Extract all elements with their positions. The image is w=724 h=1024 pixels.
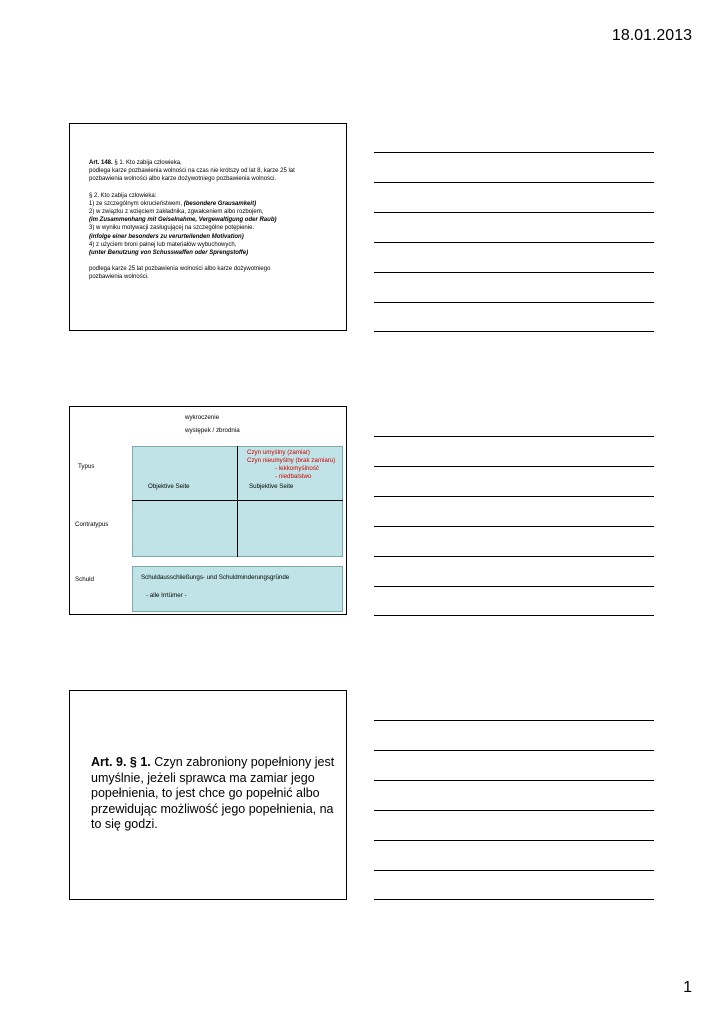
red-annotation-4: - niedbalstwo (275, 473, 312, 480)
item-3: 3) w wyniku motywacji zasługującej na szczególne potępienie. (89, 225, 255, 232)
note-line (374, 436, 654, 437)
para3-line-a: podlega karze 25 lat pozbawienia wolności albo karze dożywotniego (89, 266, 271, 273)
note-line (374, 556, 654, 557)
note-line (374, 810, 654, 811)
red-annotation-1: Czyn umyślny (zamiar) (247, 449, 310, 456)
note-line (374, 182, 654, 183)
schuld-text-1: Schuldausschließungs- und Schuldminderungsgründe (141, 574, 290, 581)
grid-horizontal-divider (132, 500, 343, 501)
note-line (374, 302, 654, 303)
note-line (374, 750, 654, 751)
grid-vertical-divider (237, 446, 238, 557)
art-148-label: Art. 148. (89, 160, 113, 166)
note-line (374, 272, 654, 273)
row-label-typus: Typus (78, 463, 95, 470)
para3-line-b: pozbawienia wolności. (89, 274, 149, 281)
art-9-paragraph (91, 755, 337, 833)
item-1-de: (besondere Grausamkeit) (183, 200, 257, 207)
para1-line-c: pozbawienia wolności albo karze dożywotniego pozbawienia wolności. (89, 176, 277, 183)
note-line (374, 870, 654, 871)
slide-1-thumbnail (69, 123, 347, 331)
note-line (374, 212, 654, 213)
slide-3-thumbnail (69, 690, 347, 900)
objective-side-label: Objektive Seite (148, 483, 190, 490)
note-line (374, 780, 654, 781)
item-2: 2) w związku z wzięciem zakładnika, zgwałceniem albo rozbojem, (89, 209, 264, 216)
label-wystepek: występek / zbrodnia (185, 427, 240, 434)
note-line (374, 615, 654, 616)
label-wykroczenie: wykroczenie (185, 414, 220, 421)
row-label-schuld: Schuld (75, 576, 94, 583)
item-2-de: (im Zusammenhang mit Geiselnahme, Vergewaltigung oder Raub) (89, 217, 277, 224)
schuld-text-2: - alle Irrtümer - (146, 592, 187, 599)
page-date: 18.01.2013 (611, 27, 692, 44)
note-line (374, 526, 654, 527)
item-4-de: (unter Benutzung von Schusswaffen oder Sprengstoffe) (89, 250, 249, 257)
subjective-side-label: Subjektive Seite (249, 483, 294, 490)
slide-1-text (89, 159, 339, 282)
red-annotation-2: Czyn nieumyślny (brak zamiaru) (247, 457, 336, 464)
note-line (374, 331, 654, 332)
item-3-de: (infolge einer besonders zu verurteilenden Motivation) (89, 233, 244, 240)
schuld-box (132, 566, 343, 612)
slide-2-thumbnail (69, 406, 347, 615)
note-line (374, 152, 654, 153)
note-line (374, 840, 654, 841)
red-annotation-3: - lekkomyślność (275, 465, 320, 472)
para2-heading: § 2. Kto zabija człowieka: (89, 192, 157, 199)
page-number: 1 (683, 979, 692, 996)
row-label-contratypus: Contratypus (75, 521, 109, 528)
art-9-body: Czyn zabroniony popełniony jest umyślnie, jeżeli sprawca ma zamiar jego popełnienia, to jest chce go popełnić albo przewidując możliwość jego popełnienia, na to się godzi. (91, 755, 335, 832)
para1-line-b: podlega karze pozbawienia wolności na czas nie krótszy od lat 8, karze 25 lat (89, 168, 295, 175)
item-4: 4) z użyciem broni palnej lub materiałów wybuchowych, (89, 241, 237, 248)
note-line (374, 586, 654, 587)
item-1: 1) ze szczególnym okrucieństwem, (89, 200, 184, 207)
art-9-label: Art. 9. § 1. (91, 755, 151, 769)
para1-line-a: § 1. Kto zabija człowieka, (112, 160, 182, 166)
note-line (374, 242, 654, 243)
note-line (374, 720, 654, 721)
note-line (374, 496, 654, 497)
note-line (374, 899, 654, 900)
note-line (374, 466, 654, 467)
